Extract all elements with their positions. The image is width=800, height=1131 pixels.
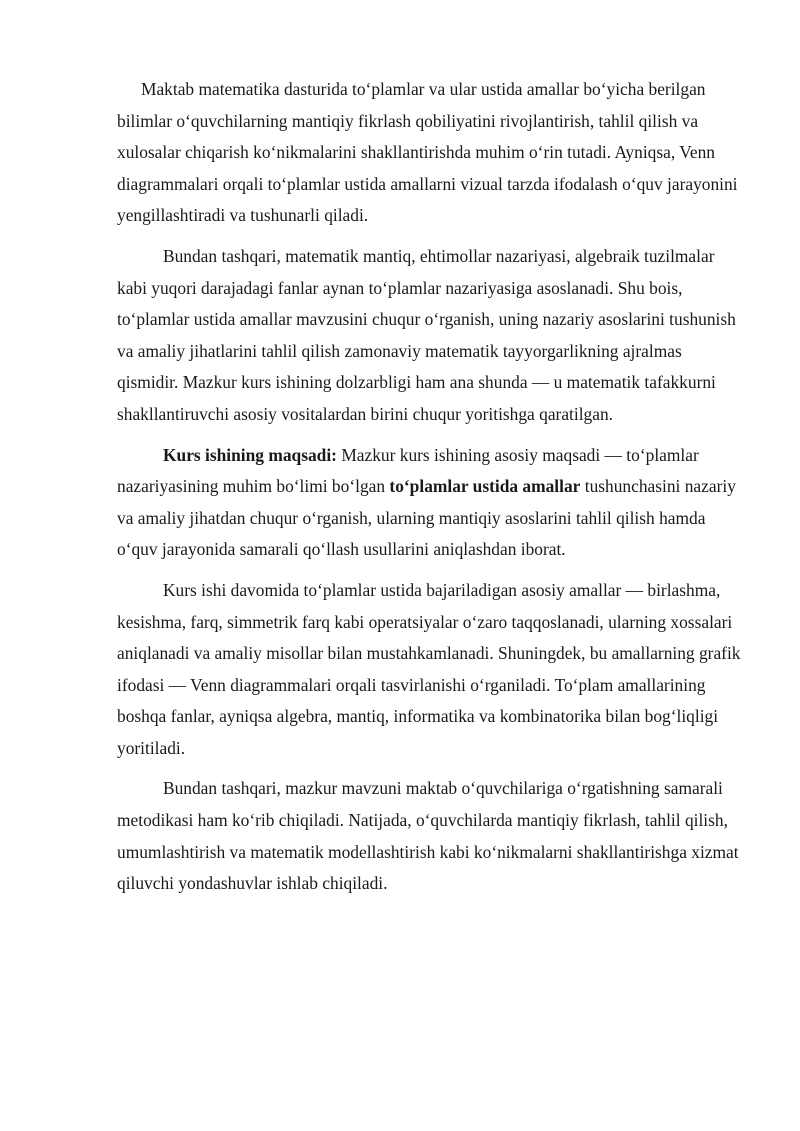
paragraph-4: Kurs ishi davomida to‘plamlar ustida bajariladigan asosiy amallar — birlashma, kesishma, farq, simmetrik farq kabi operatsiyalar o‘zaro taqqoslanadi, ularning xossalari aniqlanadi va amaliy misollar bilan mustahkamlanadi. Shuningdek, bu amallarning grafik ifodasi — Venn diagrammalari orqali tasvirlanishi o‘rganiladi. To‘plam amallarining boshqa fanlar, ayniqsa algebra, mantiq, informatika va kombinatorika bilan bog‘liqligi yoritiladi. <box>117 579 741 758</box>
paragraph-2: Bundan tashqari, matematik mantiq, ehtimollar nazariyasi, algebraik tuzilmalar kabi yuqori darajadagi fanlar aynan to‘plamlar nazariyasiga asoslanadi. Shu bois, to‘plamlar ustida amallar mavzusini chuqur o‘rganish, uning nazariy asoslarini tushunish va amaliy jihatlarini tahlil qilish zamonaviy matematik tayyorgarlikning ajralmas qismidir. Mazkur kurs ishining dolzarbligi ham ana shunda — u matematik tafakkurni shakllantiruvchi asosiy vositalardan birini chuqur yoritishga qaratilgan. <box>117 245 736 424</box>
goal-text-after: tushunchasini nazariy va amaliy jihatdan chuqur o‘rganish, ularning mantiqiy asoslarini tahlil qilish hamda o‘quv jarayonida samarali qo‘llash usullarini aniqlashdan iborat. <box>117 476 736 560</box>
paragraph-1: Maktab matematika dasturida to‘plamlar va ular ustida amallar bo‘yicha berilgan bilimlar o‘quvchilarning mantiqiy fikrlash qobiliyatini rivojlantirish, tahlil qilish va xulosalar chiqarish ko‘nikmalarini shakllantirishda muhim o‘rin tutadi. Ayniqsa, Venn diagrammalari orqali to‘plamlar ustida amallarni vizual tarzda ifodalash o‘quv jarayonini yengillashtiradi va tushunarli qiladi. <box>117 79 738 226</box>
goal-text-before: Mazkur kurs ishining asosiy maqsadi — to‘plamlar nazariyasining muhim bo‘limi bo‘lgan <box>117 444 699 497</box>
paragraph-3-goal <box>117 440 747 566</box>
goal-emphasis: to‘plamlar ustida amallar <box>389 476 581 497</box>
goal-heading: Kurs ishining maqsadi: <box>163 444 337 465</box>
document-body <box>117 74 747 909</box>
paragraph-5: Bundan tashqari, mazkur mavzuni maktab o‘quvchilariga o‘rgatishning samarali metodikasi ham ko‘rib chiqiladi. Natijada, o‘quvchilarda mantiqiy fikrlash, tahlil qilish, umumlashtirish va matematik modellashtirish kabi ko‘nikmalarni shakllantirishga xizmat qiluvchi yondashuvlar ishlab chiqiladi. <box>117 778 739 894</box>
